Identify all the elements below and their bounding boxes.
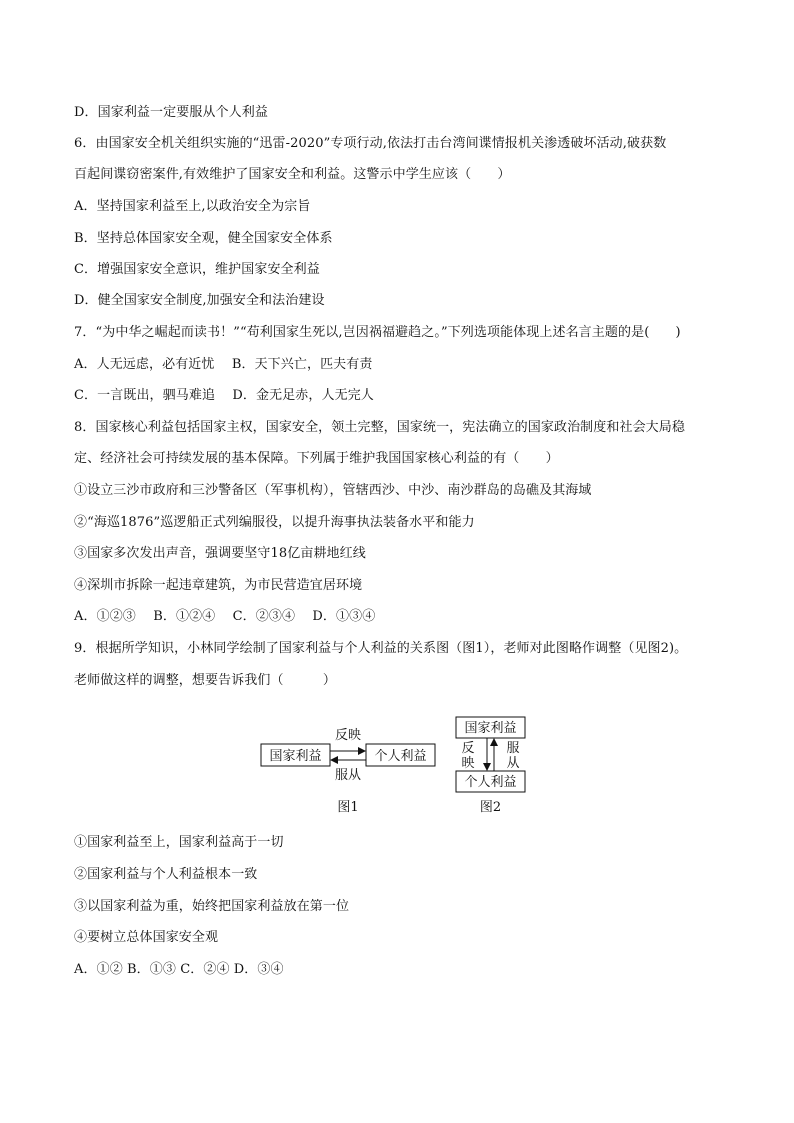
q6-option-b: B．坚持总体国家安全观，健全国家安全体系: [74, 231, 333, 246]
q8-stem-line-1: 8．国家核心利益包括国家主权，国家安全，领土完整，国家统一，宪法确立的国家政治制度和社会大局稳: [74, 420, 685, 435]
fig1-caption: 图1: [337, 800, 359, 815]
fig1-left-box-label: 国家利益: [269, 749, 322, 764]
q8-stem-line-2: 定、经济社会可持续发展的基本保障。下列属于维护我国国家核心利益的有（ ）: [74, 451, 559, 466]
fig1-bottom-label: 服从: [334, 768, 362, 783]
q8-statement-1: ①设立三沙市政府和三沙警备区（军事机构），管辖西沙、中沙、南沙群岛的岛礁及其海域: [74, 483, 592, 498]
q8-statement-2: ②“海巡1876”巡逻船正式列编服役，以提升海事执法装备水平和能力: [74, 515, 475, 530]
q8-statement-3: ③国家多次发出声音，强调要坚守18亿亩耕地红线: [74, 546, 366, 561]
q9-statement-2: ②国家利益与个人利益根本一致: [74, 867, 258, 882]
q7-options-ab: A．人无远虑，必有近忧 B．天下兴亡，匹夫有责: [74, 357, 373, 372]
q6-stem-line-1: 6．由国家安全机关组织实施的“迅雷-2020”专项行动,依法打击台湾间谍情报机关渗透破坏活动,破获数: [74, 136, 667, 151]
fig2-top-box: [456, 717, 525, 738]
figure-2: [456, 717, 525, 815]
q6-option-a: A．坚持国家利益至上,以政治安全为宗旨: [74, 199, 311, 214]
fig1-right-box: [366, 744, 435, 766]
q7-stem: 7．“为中华之崛起而读书！”“苟利国家生死以,岂因祸福避趋之。”下列选项能体现上述名言主题的是( ): [74, 325, 681, 340]
fig2-top-box-label: 国家利益: [464, 721, 517, 736]
fig2-caption: 图2: [479, 800, 502, 815]
q6-option-c: C．增强国家安全意识，维护国家安全利益: [74, 262, 320, 277]
q9-stem-line-2: 老师做这样的调整，想要告诉我们（ ）: [74, 673, 337, 688]
q7-options-cd: C．一言既出，驷马难追 D．金无足赤，人无完人: [74, 388, 374, 403]
fig1-left-box: [261, 744, 330, 766]
fig2-right-label-1: 服: [506, 741, 520, 756]
fig2-bottom-box-label: 个人利益: [464, 775, 517, 790]
q6-option-d: D．健全国家安全制度,加强安全和法治建设: [74, 293, 325, 308]
q9-statement-1: ①国家利益至上，国家利益高于一切: [74, 835, 284, 850]
q6-stem-line-2: 百起间谍窃密案件,有效维护了国家安全和利益。这警示中学生应该（ ）: [74, 167, 511, 182]
q9-stem-line-1: 9．根据所学知识，小林同学绘制了国家利益与个人利益的关系图（图1），老师对此图略作调整（见图2)。: [74, 641, 688, 656]
q5-option-d: D．国家利益一定要服从个人利益: [74, 105, 268, 120]
q8-statement-4: ④深圳市拆除一起违章建筑，为市民营造宜居环境: [74, 578, 363, 593]
fig2-right-label-2: 从: [506, 756, 520, 771]
fig1-right-box-label: 个人利益: [374, 749, 427, 764]
q9-statement-3: ③以国家利益为重，始终把国家利益放在第一位: [74, 899, 350, 914]
q9-statement-4: ④要树立总体国家安全观: [74, 930, 219, 945]
fig2-left-label-2: 映: [461, 756, 475, 771]
fig2-left-label-1: 反: [461, 741, 475, 756]
q8-options: A．①②③ B．①②④ C．②③④ D．①③④: [74, 609, 376, 624]
fig1-top-label: 反映: [334, 728, 362, 743]
fig2-bottom-box: [456, 771, 525, 792]
figure-1: [261, 727, 435, 815]
q9-options: A．①② B．①③ C．②④ D．③④: [74, 962, 284, 977]
